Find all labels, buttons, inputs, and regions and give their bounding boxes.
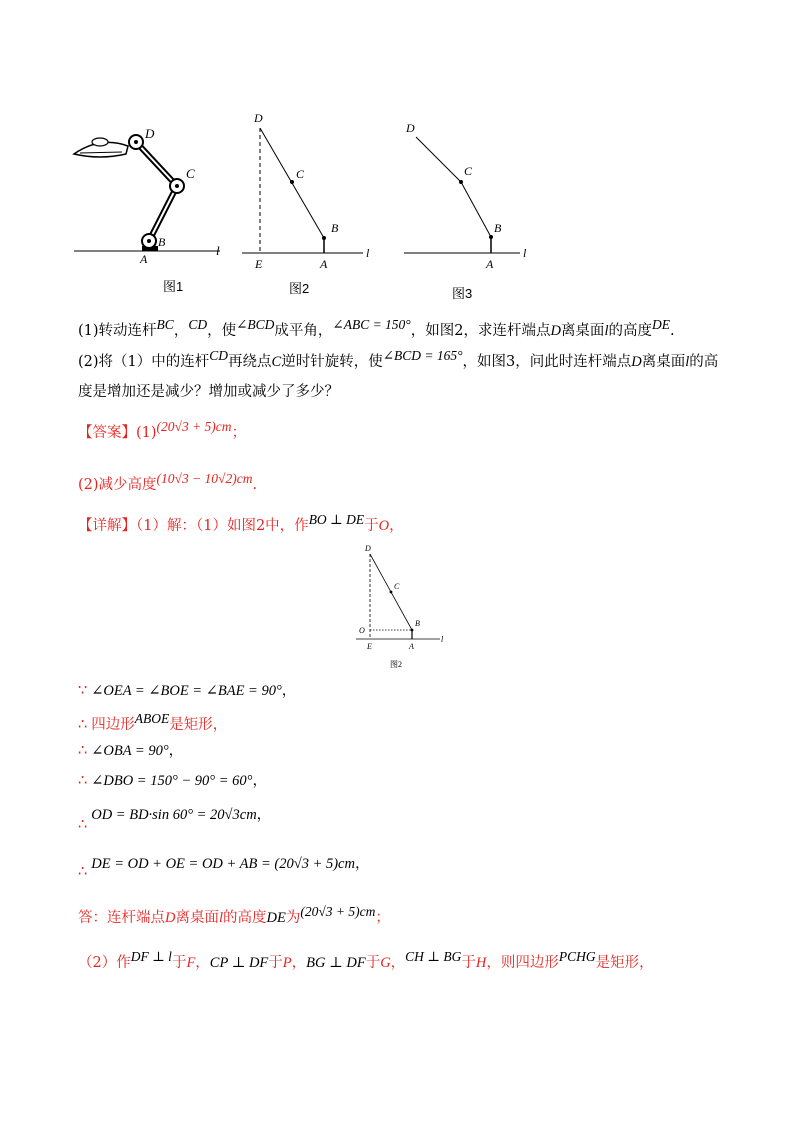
fig3-label-c: C [464, 164, 473, 178]
detail-conclusion: 答：连杆端点D离桌面l的高度DE为(20√3 + 5)cm； [78, 904, 390, 926]
question-1: (1)转动连杆BC，CD，使∠BCD成平角，∠ABC = 150°，如图2，求连杆端点D离桌面l的高度DE. [78, 317, 675, 339]
svg-text:D: D [365, 544, 371, 553]
fig2-label-a: A [320, 257, 328, 271]
svg-text:B: B [415, 619, 420, 628]
fig2-label-b: B [331, 221, 339, 235]
fig3-caption: 图3 [452, 286, 473, 301]
detail-part-2: （2）作DF ⊥ l于F，CP ⊥ DF于P，BG ⊥ DF于G，CH ⊥ BG于H，则四边形PCHG是矩形， [78, 949, 654, 971]
figure-1-lamp [70, 120, 230, 270]
question-2-cont: 度是增加还是减少？增加或减少了多少？ [78, 384, 339, 400]
fig3-label-a: A [486, 257, 494, 271]
detail-step-3: ∴ ∠OBA = 90°， [78, 743, 184, 759]
figure-2 [240, 108, 380, 273]
fig3-rod-dc [416, 137, 461, 182]
detail-label: 【详解】 [78, 518, 136, 534]
fig3-rod-cb [461, 182, 491, 237]
fig2-label-e: E [255, 257, 263, 271]
svg-text:l: l [441, 635, 444, 644]
detail-step-4: ∴ ∠DBO = 150° − 90° = 60°， [78, 773, 267, 789]
fig2-label-d: D [254, 111, 263, 125]
detail-step-5: ∴OD = BD·sin 60° = 20√3cm， [78, 807, 272, 833]
fig4-caption: 图2 [390, 660, 402, 669]
answer-1: 【答案】(1)(20√3 + 5)cm； [78, 419, 247, 441]
fig3-label-l: l [523, 246, 527, 260]
detail-step-6: ∴ DE = OD + OE = OD + AB = (20√3 + 5)cm， [78, 856, 370, 880]
svg-text:C: C [394, 582, 400, 591]
fig3-label-b: B [494, 221, 502, 235]
fig2-label-l: l [366, 246, 370, 260]
detail-intro: 【详解】（1）解：（1）如图2中，作BO ⊥ DE于O， [78, 512, 404, 534]
answer-2: (2)减少高度(10√3 − 10√2)cm. [78, 471, 258, 493]
fig1-label-a: A [140, 252, 148, 266]
fig1-label-d: D [145, 126, 155, 141]
svg-text:O: O [359, 626, 365, 635]
fig1-label-l: l [216, 243, 220, 258]
fig1-caption: 图1 [163, 279, 184, 294]
fig1-label-c: C [186, 166, 195, 181]
detail-step-1: ∵ ∠OEA = ∠BOE = ∠BAE = 90°， [78, 683, 297, 699]
detail-step-2: ∴ 四边形ABOE是矩形， [78, 711, 228, 733]
fig2-caption: 图2 [289, 281, 310, 296]
figure-3 [398, 115, 538, 273]
svg-text:E: E [367, 642, 372, 651]
figure-2-detail [352, 540, 452, 675]
svg-text:A: A [409, 642, 414, 651]
fig3-label-d: D [406, 121, 415, 135]
fig2-label-c: C [296, 167, 305, 181]
question-2: (2)将（1）中的连杆CD再绕点C逆时针旋转，使∠BCD = 165°，如图3，问此时连杆端点D离桌面l的高 [78, 348, 719, 370]
answer-label: 【答案】 [78, 425, 136, 441]
fig1-label-b: B [158, 235, 166, 249]
